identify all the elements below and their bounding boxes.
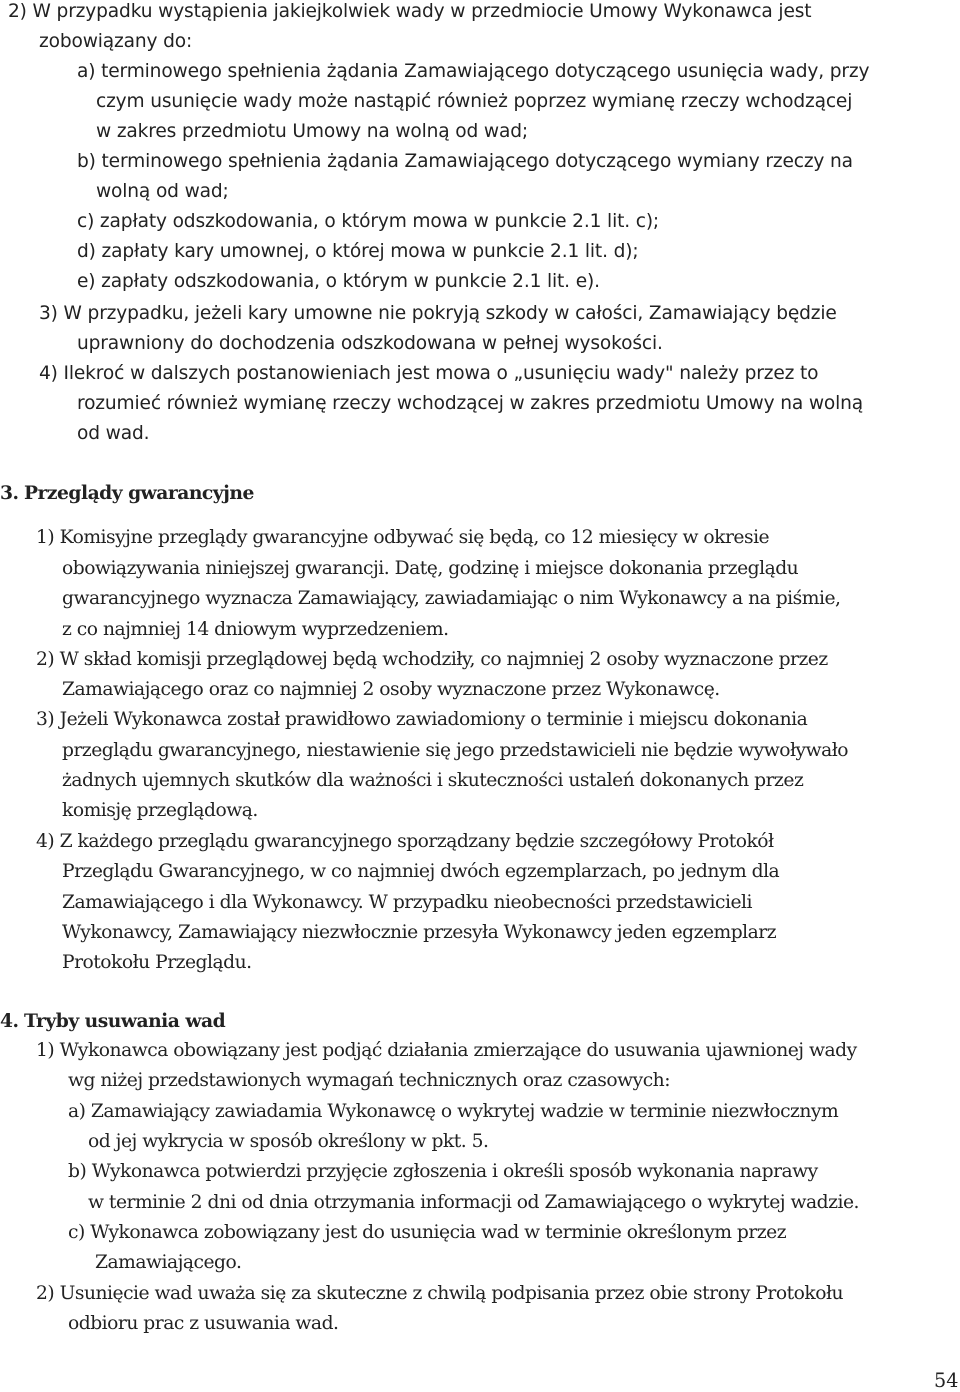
s3-item-2-line-1: 2) W skład komisji przeglądowej będą wchodziły, co najmniej 2 osoby wyznaczone przez [36,649,828,670]
sub-b-line-2: wolną od wad; [96,181,229,202]
s3-item-4-line-2: Przeglądu Gwarancyjnego, w co najmniej dwóch egzemplarzach, po jednym dla [62,861,780,882]
s3-item-2-line-2: Zamawiającego oraz co najmniej 2 osoby wyznaczone przez Wykonawcę. [62,679,720,700]
section-3-title: Przeglądy gwarancyjne [24,482,254,504]
item-2-line-1: 2) W przypadku wystąpienia jakiejkolwiek wady w przedmiocie Umowy Wykonawca jest [8,1,812,22]
sub-a-line-2: czym usunięcie wady może nastąpić również poprzez wymianę rzeczy wchodzącej [96,91,853,112]
item-4-line-3: od wad. [77,423,150,444]
s4-sub-a-line-1: a) Zamawiający zawiadamia Wykonawcę o wykrytej wadzie w terminie niezwłocznym [68,1101,839,1122]
item-4-line-1: 4) Ilekroć w dalszych postanowieniach jest mowa o „usunięciu wady" należy przez to [39,363,819,384]
s4-sub-c-line-2: Zamawiającego. [95,1252,242,1273]
s3-item-1-line-1: 1) Komisyjne przeglądy gwarancyjne odbywać się będą, co 12 miesięcy w okresie [36,527,770,548]
s3-item-4-line-4: Wykonawcy, Zamawiający niezwłocznie przesyła Wykonawcy jeden egzemplarz [62,922,777,943]
s4-item-1-line-2: wg niżej przedstawionych wymagań technicznych oraz czasowych: [68,1070,670,1091]
s4-item-2-line-2: odbioru prac z usuwania wad. [68,1313,339,1334]
section-4-number: 4. [0,1010,19,1032]
item-2-line-2: zobowiązany do: [39,31,193,52]
section-3-number: 3. [0,482,19,504]
sub-a-line-3: w zakres przedmiotu Umowy na wolną od wad; [96,121,529,142]
s4-item-2-line-1: 2) Usunięcie wad uważa się za skuteczne z chwilą podpisania przez obie strony Protokołu [36,1283,844,1304]
item-3-line-1: 3) W przypadku, jeżeli kary umowne nie pokryją szkody w całości, Zamawiający będzie [39,303,837,324]
item-3-line-2: uprawniony do dochodzenia odszkodowana w pełnej wysokości. [77,333,663,354]
s4-sub-a-line-2: od jej wykrycia w sposób określony w pkt. 5. [88,1131,489,1152]
sub-d-line: d) zapłaty kary umownej, o której mowa w punkcie 2.1 lit. d); [77,241,639,262]
s3-item-3-line-1: 3) Jeżeli Wykonawca został prawidłowo zawiadomiony o terminie i miejscu dokonania [36,709,808,730]
sub-c-line: c) zapłaty odszkodowania, o którym mowa w punkcie 2.1 lit. c); [77,211,660,232]
s4-sub-c-line-1: c) Wykonawca zobowiązany jest do usunięcia wad w terminie określonym przez [68,1222,787,1243]
s3-item-4-line-3: Zamawiającego i dla Wykonawcy. W przypadku nieobecności przedstawicieli [62,892,752,913]
s3-item-3-line-2: przeglądu gwarancyjnego, niestawienie się jego przedstawicieli nie będzie wywoływało [62,740,849,761]
s3-item-4-line-1: 4) Z każdego przeglądu gwarancyjnego sporządzany będzie szczegółowy Protokół [36,831,774,852]
sub-b-line-1: b) terminowego spełnienia żądania Zamawiającego dotyczącego wymiany rzeczy na [77,151,853,172]
s3-item-1-line-2: obowiązywania niniejszej gwarancji. Datę, godzinę i miejsce dokonania przeglądu [62,558,799,579]
item-4-line-2: rozumieć również wymianę rzeczy wchodzącej w zakres przedmiotu Umowy na wolną [77,393,864,414]
s3-item-4-line-5: Protokołu Przeglądu. [62,952,252,973]
page-number: 54 [934,1368,959,1392]
sub-e-line: e) zapłaty odszkodowania, o którym w punkcie 2.1 lit. e). [77,271,600,292]
s4-sub-b-line-2: w terminie 2 dni od dnia otrzymania informacji od Zamawiającego o wykrytej wadzie. [88,1192,859,1213]
s4-item-1-line-1: 1) Wykonawca obowiązany jest podjąć działania zmierzające do usuwania ujawnionej wady [36,1040,857,1061]
s3-item-3-line-4: komisję przeglądową. [62,800,258,821]
s4-sub-b-line-1: b) Wykonawca potwierdzi przyjęcie zgłoszenia i określi sposób wykonania naprawy [68,1161,818,1182]
s3-item-1-line-4: z co najmniej 14 dniowym wyprzedzeniem. [62,619,449,640]
section-4-title: Tryby usuwania wad [24,1010,226,1032]
s3-item-1-line-3: gwarancyjnego wyznacza Zamawiający, zawiadamiając o nim Wykonawcy a na piśmie, [62,588,841,609]
s3-item-3-line-3: żadnych ujemnych skutków dla ważności i skuteczności ustaleń dokonanych przez [62,770,804,791]
sub-a-line-1: a) terminowego spełnienia żądania Zamawiającego dotyczącego usunięcia wady, przy [77,61,870,82]
